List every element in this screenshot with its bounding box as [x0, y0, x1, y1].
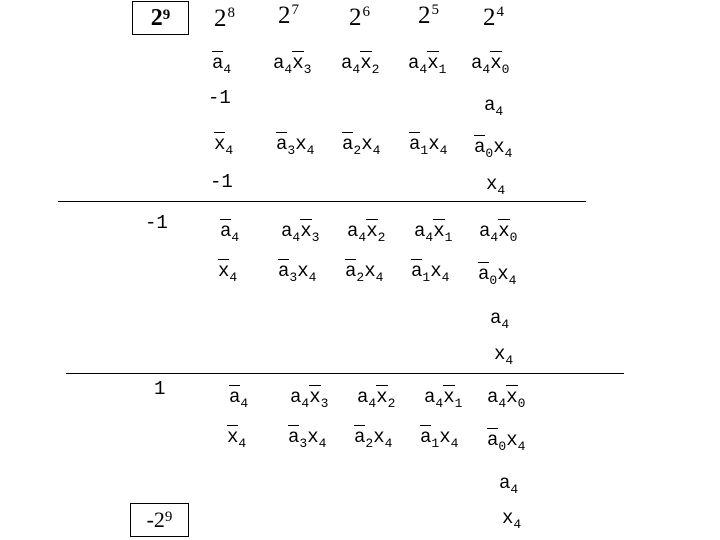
term-factor: a — [281, 220, 293, 242]
term-factor: x — [428, 133, 440, 155]
term-factor: x — [439, 426, 451, 448]
term-b3-x-c0 — [227, 426, 246, 450]
term-factor: a — [341, 52, 353, 74]
term-b2-a-c2 — [347, 220, 385, 244]
term-factor: a — [212, 52, 224, 74]
term-subscript: 4 — [229, 270, 238, 285]
term-b1-x-c0 — [214, 133, 233, 157]
term-factor: a — [345, 260, 357, 282]
term-subscript: 4 — [513, 517, 522, 532]
divider-line-1 — [58, 201, 586, 202]
term-subscript: 2 — [356, 270, 365, 285]
term-subscript: 4 — [510, 482, 519, 497]
term-b2-x-c4 — [478, 263, 516, 287]
term-factor: a — [478, 263, 490, 285]
term-b1-a-c2 — [341, 52, 379, 76]
term-factor: x — [360, 52, 372, 74]
term-b3-x-c4 — [487, 429, 525, 453]
term-subscript: 4 — [238, 436, 247, 451]
term-factor: x — [376, 386, 388, 408]
term-subscript: 2 — [387, 396, 396, 411]
term-subscript: 0 — [498, 439, 507, 454]
term-subscript: 4 — [318, 436, 327, 451]
term-factor: x — [218, 260, 230, 282]
boxed-bottom-base: -2 — [146, 507, 165, 532]
term-subscript: 4 — [508, 273, 517, 288]
term-subscript: 1 — [420, 143, 429, 158]
term-b3-a-c1 — [290, 386, 328, 410]
column-header-2-4: $2^4$ — [483, 4, 504, 31]
term-subscript: 4 — [441, 270, 450, 285]
term-subscript: 4 — [358, 230, 367, 245]
term-subscript: 4 — [301, 396, 310, 411]
term-factor: x — [443, 386, 455, 408]
term-factor: x — [433, 220, 445, 242]
term-factor: a — [424, 386, 436, 408]
term-subscript: 4 — [225, 143, 234, 158]
term-factor: a — [479, 220, 491, 242]
label-minus-one-a: -1 — [208, 87, 231, 109]
term-factor: a — [490, 307, 502, 329]
term-subscript: 4 — [372, 143, 381, 158]
term-factor: a — [484, 94, 496, 116]
term-b3-carry-a — [499, 472, 518, 496]
term-subscript: 4 — [498, 396, 507, 411]
term-subscript: 4 — [284, 62, 293, 77]
term-factor: a — [229, 386, 241, 408]
term-factor: a — [357, 386, 369, 408]
term-factor: a — [354, 426, 366, 448]
term-subscript: 4 — [497, 183, 506, 198]
term-subscript: 4 — [450, 436, 459, 451]
term-subscript: 1 — [438, 62, 447, 77]
term-b2-a-c3 — [414, 220, 452, 244]
term-subscript: 1 — [454, 396, 463, 411]
term-subscript: 2 — [371, 62, 380, 77]
term-subscript: 4 — [425, 230, 434, 245]
term-subscript: 4 — [308, 270, 317, 285]
term-factor: x — [373, 426, 385, 448]
label-minus-one-left: -1 — [145, 212, 168, 234]
term-b1-x-c4 — [474, 136, 512, 160]
term-b1-x-c2 — [342, 133, 380, 157]
term-subscript: 4 — [517, 439, 526, 454]
term-factor: a — [474, 136, 486, 158]
column-header-2-8: $2^8$ — [214, 5, 235, 32]
term-subscript: 4 — [482, 62, 491, 77]
term-b1-a-c0 — [212, 52, 231, 76]
term-b3-x-c3 — [420, 426, 458, 450]
term-factor: x — [494, 343, 506, 365]
term-subscript: 4 — [504, 146, 513, 161]
term-factor: a — [499, 472, 511, 494]
term-factor: x — [214, 133, 226, 155]
term-factor: x — [493, 136, 505, 158]
term-factor: x — [498, 220, 510, 242]
term-factor: x — [497, 263, 509, 285]
term-subscript: 4 — [435, 396, 444, 411]
term-factor: x — [502, 507, 514, 529]
boxed-bottom-exp: 9 — [164, 508, 173, 525]
term-factor: x — [430, 260, 442, 282]
term-factor: a — [487, 429, 499, 451]
column-header-2-6: $2^6$ — [349, 4, 370, 31]
term-b1-carry-x — [486, 173, 505, 197]
label-minus-one-b: -1 — [210, 171, 233, 193]
term-factor: a — [487, 386, 499, 408]
term-subscript: 4 — [231, 230, 240, 245]
term-b3-a-c2 — [357, 386, 395, 410]
term-b2-x-c1 — [278, 260, 316, 284]
term-subscript: 4 — [501, 317, 510, 332]
term-factor: a — [278, 260, 290, 282]
boxed-top-exp: 9 — [162, 6, 171, 23]
term-subscript: 4 — [240, 396, 249, 411]
label-one-left: 1 — [154, 378, 166, 400]
term-subscript: 1 — [431, 436, 440, 451]
term-factor: a — [408, 52, 420, 74]
term-b2-carry-a — [490, 307, 509, 331]
term-factor: x — [490, 52, 502, 74]
term-factor: a — [273, 52, 285, 74]
term-factor: x — [427, 52, 439, 74]
term-subscript: 1 — [444, 230, 453, 245]
term-factor: a — [290, 386, 302, 408]
boxed-power-top — [132, 1, 189, 35]
term-factor: a — [414, 220, 426, 242]
term-b3-carry-x — [502, 507, 521, 531]
term-subscript: 3 — [303, 62, 312, 77]
term-b3-x-c2 — [354, 426, 392, 450]
term-subscript: 4 — [439, 143, 448, 158]
term-b2-a-c0 — [220, 220, 239, 244]
term-b3-a-c4 — [487, 386, 525, 410]
term-b1-a-c3 — [408, 52, 446, 76]
term-factor: a — [276, 133, 288, 155]
term-factor: x — [309, 386, 321, 408]
term-subscript: 0 — [517, 396, 526, 411]
term-subscript: 2 — [365, 436, 374, 451]
term-b2-x-c3 — [411, 260, 449, 284]
term-subscript: 3 — [299, 436, 308, 451]
term-factor: a — [471, 52, 483, 74]
term-subscript: 3 — [289, 270, 298, 285]
term-factor: a — [220, 220, 232, 242]
term-subscript: 4 — [368, 396, 377, 411]
term-subscript: 1 — [422, 270, 431, 285]
term-factor: x — [292, 52, 304, 74]
term-factor: a — [288, 426, 300, 448]
divider-line-2 — [66, 373, 624, 374]
term-factor: x — [227, 426, 239, 448]
term-subscript: 2 — [377, 230, 386, 245]
term-factor: x — [300, 220, 312, 242]
term-subscript: 4 — [419, 62, 428, 77]
term-factor: x — [361, 133, 373, 155]
term-factor: a — [347, 220, 359, 242]
term-subscript: 4 — [306, 143, 315, 158]
term-subscript: 0 — [489, 273, 498, 288]
term-b2-x-c2 — [345, 260, 383, 284]
column-header-2-7: $2^7$ — [278, 2, 299, 29]
term-subscript: 4 — [490, 230, 499, 245]
term-subscript: 4 — [495, 104, 504, 119]
term-b2-a-c1 — [281, 220, 319, 244]
term-subscript: 3 — [311, 230, 320, 245]
term-b2-x-c0 — [218, 260, 237, 284]
term-b3-a-c0 — [229, 386, 248, 410]
term-factor: x — [364, 260, 376, 282]
column-header-2-5: $2^5$ — [418, 2, 439, 29]
term-b3-x-c1 — [288, 426, 326, 450]
term-factor: a — [409, 133, 421, 155]
boxed-power-bottom — [130, 503, 189, 537]
term-subscript: 0 — [501, 62, 510, 77]
term-factor: x — [486, 173, 498, 195]
term-factor: a — [420, 426, 432, 448]
term-factor: x — [506, 386, 518, 408]
term-subscript: 0 — [485, 146, 494, 161]
term-b1-x-c3 — [409, 133, 447, 157]
boxed-top-base: 2 — [150, 4, 163, 31]
term-b1-x-c1 — [276, 133, 314, 157]
term-factor: x — [295, 133, 307, 155]
term-factor: x — [506, 429, 518, 451]
term-b1-a-c4 — [471, 52, 509, 76]
term-factor: x — [366, 220, 378, 242]
term-b2-carry-x — [494, 343, 513, 367]
term-subscript: 4 — [505, 353, 514, 368]
term-subscript: 4 — [292, 230, 301, 245]
term-factor: a — [342, 133, 354, 155]
term-subscript: 4 — [223, 62, 232, 77]
term-subscript: 3 — [320, 396, 329, 411]
term-b3-a-c3 — [424, 386, 462, 410]
term-subscript: 0 — [509, 230, 518, 245]
term-factor: x — [307, 426, 319, 448]
term-factor: a — [411, 260, 423, 282]
term-b2-a-c4 — [479, 220, 517, 244]
term-b1-a-c1 — [273, 52, 311, 76]
term-subscript: 4 — [352, 62, 361, 77]
term-subscript: 3 — [287, 143, 296, 158]
term-subscript: 4 — [375, 270, 384, 285]
term-subscript: 4 — [384, 436, 393, 451]
term-b1-carry-a — [484, 94, 503, 118]
term-subscript: 2 — [353, 143, 362, 158]
term-factor: x — [297, 260, 309, 282]
